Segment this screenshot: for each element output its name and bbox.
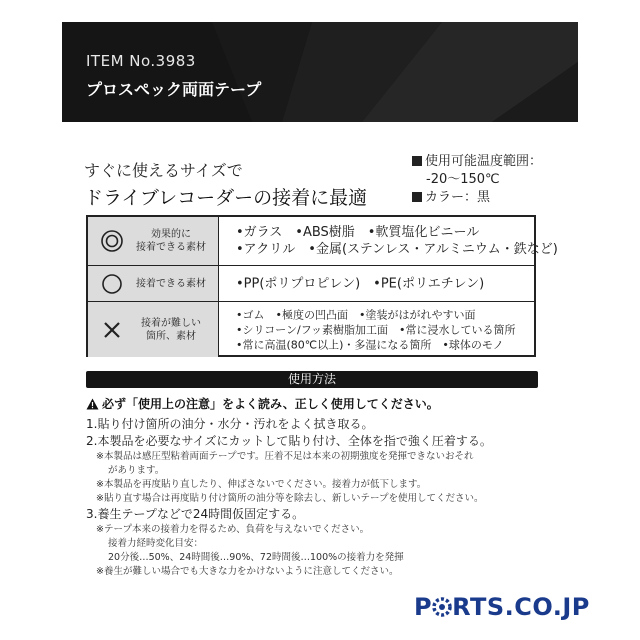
usage-instructions xyxy=(86,396,546,579)
double-circle-icon xyxy=(100,229,124,253)
symbol-cell xyxy=(88,217,218,265)
site-logo: P RTS.CO.JP xyxy=(414,593,590,621)
usage-header-bar xyxy=(86,371,538,388)
step-3-note: ※テープ本来の接着力を得るため、負荷を与えないでください。 xyxy=(96,524,370,535)
step-3: 3.養生テープなどで24時間仮固定する。 xyxy=(86,507,305,521)
warning-text: 必ず「使用上の注意」をよく読み、正しく使用してください。 xyxy=(102,397,439,411)
cross-icon xyxy=(100,318,124,342)
materials-table xyxy=(86,215,558,357)
color-label: カラー：黒 xyxy=(425,190,491,205)
gear-logo-icon xyxy=(432,597,452,617)
step-2: 2.本製品を必要なサイズにカットして貼り付け、全体を指で強く圧着する。 xyxy=(86,434,492,448)
step-2-note: ※本製品を再度貼り直したり、伸ばさないでください。接着力が低下します。 xyxy=(96,479,427,490)
step-3-note: 接着力経時変化目安： xyxy=(108,538,204,549)
circle-icon xyxy=(100,272,124,296)
intro-text xyxy=(84,158,414,210)
material-label: 接着が難しい 箇所、素材 xyxy=(141,317,201,342)
banner-background-graphic xyxy=(62,22,578,122)
product-title: プロスペック両面テープ xyxy=(86,80,262,99)
item-number: ITEM No.3983 xyxy=(86,52,196,70)
symbol-cell xyxy=(88,302,218,357)
step-3-note: 20分後…50%、24時間後…90%、72時間後…100%の接着力を発揮 xyxy=(108,552,404,563)
step-3-note: ※養生が難しい場合でも大きな力をかけないように注意してください。 xyxy=(96,566,399,577)
warning-icon xyxy=(86,398,99,410)
material-row-difficult xyxy=(88,302,534,357)
square-bullet-icon xyxy=(412,192,422,202)
square-bullet-icon xyxy=(412,156,422,166)
intro-line-2: ドライブレコーダーの接着に最適 xyxy=(84,187,368,209)
material-description: •PP(ポリプロピレン) •PE(ポリエチレン) xyxy=(236,276,485,291)
material-label: 効果的に 接着できる素材 xyxy=(136,229,206,253)
material-row-effective xyxy=(88,217,558,265)
usage-title: 使用方法 xyxy=(287,372,336,386)
step-2-note: ※貼り直す場合は再度貼り付け箇所の油分等を除去し、新しいテープを使用してください。 xyxy=(96,493,484,504)
warning-line xyxy=(86,396,546,413)
material-description: •ガラス •ABS樹脂 •軟質塩化ビニール •アクリル •金属(ステンレス・アルミニウム・鉄など) xyxy=(236,225,558,257)
intro-line-1: すぐに使えるサイズで xyxy=(84,161,243,180)
step-1: 1.貼り付け箇所の油分・水分・汚れをよく拭き取る。 xyxy=(86,417,374,431)
symbol-cell xyxy=(88,266,218,301)
temperature-value: -20～150℃ xyxy=(426,172,500,187)
material-row-bondable xyxy=(88,266,534,301)
step-2-note: ※本製品は感圧型粘着両面テープです。圧着不足は本来の初期強度を発揮できないおそれ xyxy=(96,451,474,462)
spec-list xyxy=(412,153,562,207)
temperature-label: 使用可能温度範囲： xyxy=(425,154,543,169)
header-banner xyxy=(62,22,578,122)
material-label: 接着できる素材 xyxy=(136,278,206,289)
material-description: •ゴム •極度の凹凸面 •塗装がはがれやすい面 •シリコーン/フッ素樹脂加工面 •常に浸水している箇所 •常に高温(80℃以上)・多湿になる箇所 •球体のモノ xyxy=(236,308,516,351)
step-2-note: があります。 xyxy=(108,465,165,476)
